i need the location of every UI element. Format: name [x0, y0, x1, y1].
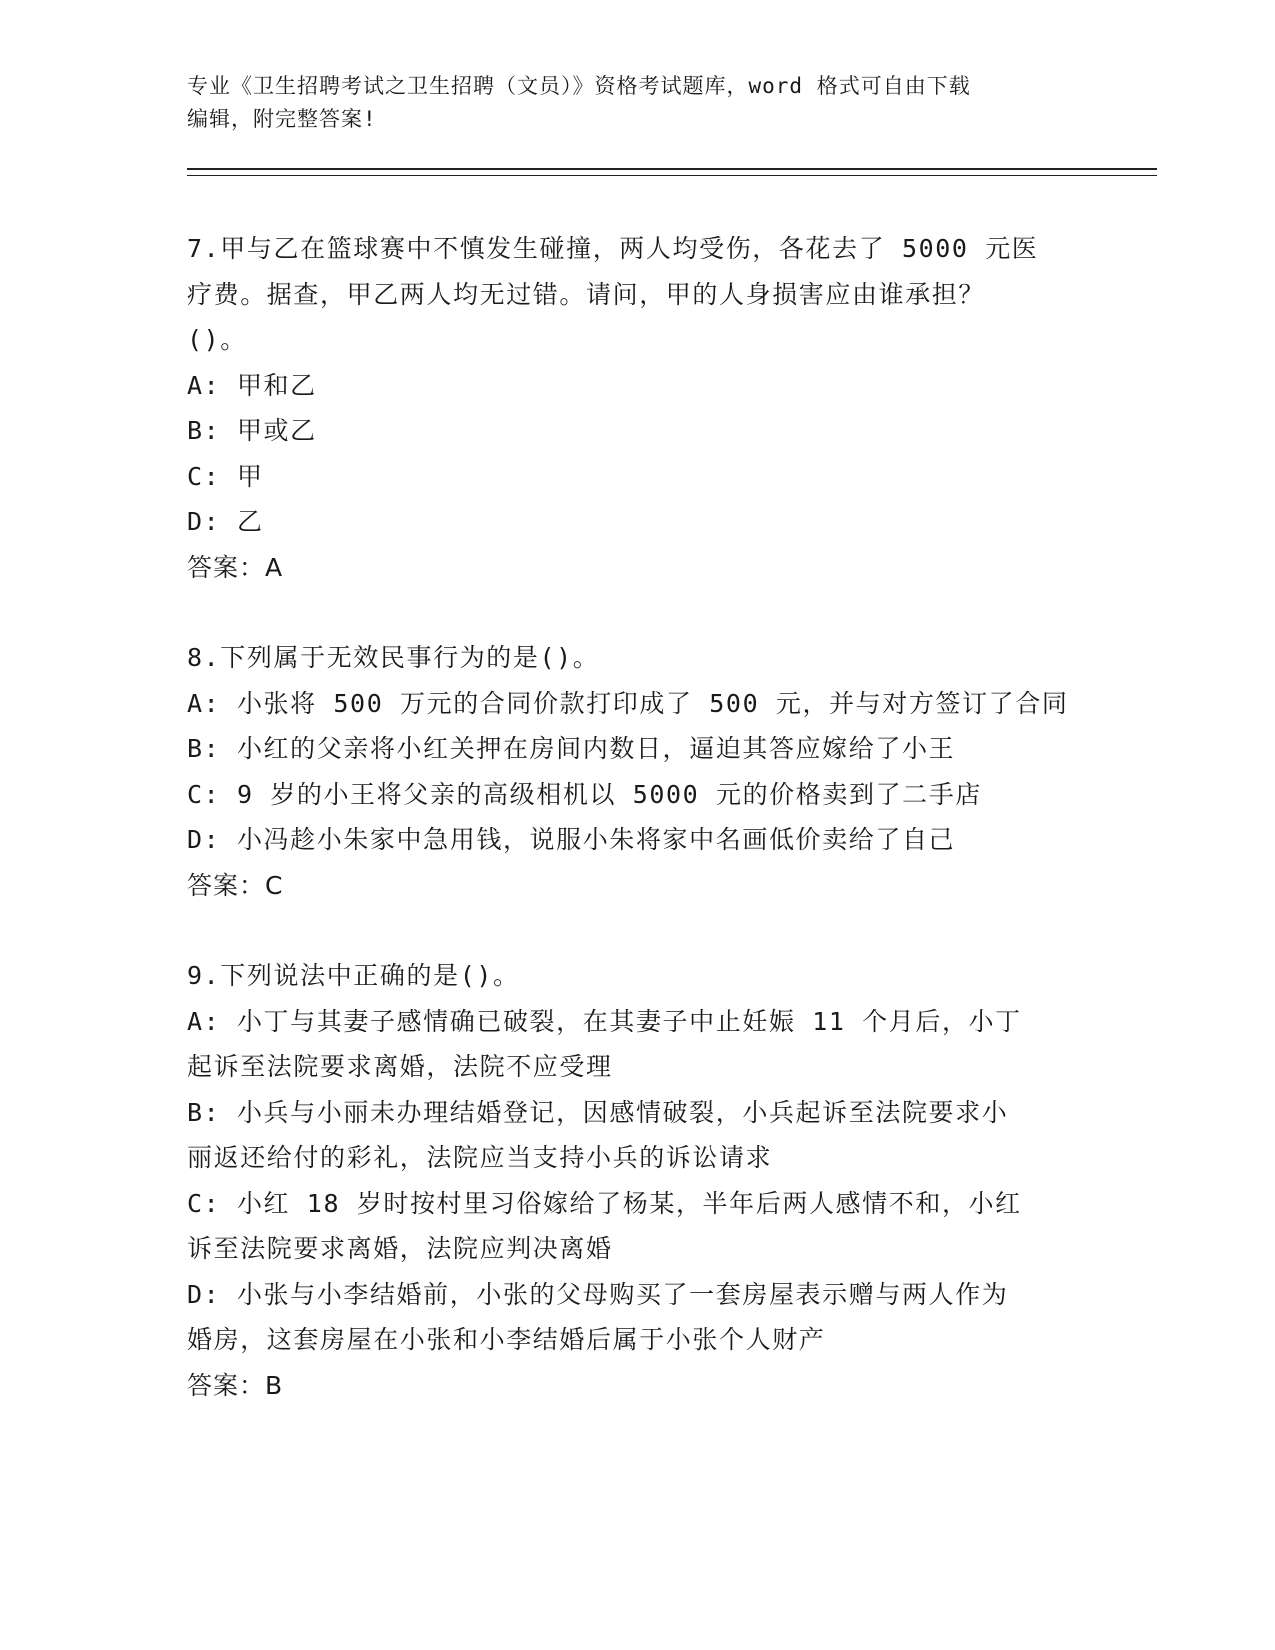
option-c: C: 小红 18 岁时按村里习俗嫁给了杨某，半年后两人感情不和，小红: [187, 1188, 1022, 1218]
answer-line: 答案：C: [187, 870, 284, 900]
option-c-continuation: 诉至法院要求离婚，法院应判决离婚: [187, 1234, 613, 1263]
document-header: [187, 70, 1087, 136]
answer-line: 答案：B: [187, 1370, 284, 1400]
header-line: 编辑，附完整答案!: [187, 107, 377, 131]
option-d-continuation: 婚房，这套房屋在小张和小李结婚后属于小张个人财产: [187, 1325, 826, 1354]
question-list: [187, 226, 1157, 1408]
option-b: B: 小红的父亲将小红关押在房间内数日，逼迫其答应嫁给了小王: [187, 734, 956, 763]
header-divider: [187, 168, 1157, 176]
question-stem-line: ()。: [187, 325, 247, 354]
question-item: [187, 226, 1157, 590]
option-a-continuation: 起诉至法院要求离婚，法院不应受理: [187, 1052, 613, 1081]
question-stem-line: 9.下列说法中正确的是()。: [187, 961, 520, 990]
option-c: C: 9 岁的小王将父亲的高级相机以 5000 元的价格卖到了二手店: [187, 779, 982, 809]
question-stem-line: 疗费。据查，甲乙两人均无过错。请问，甲的人身损害应由谁承担？: [187, 279, 986, 309]
header-line: 专业《卫生招聘考试之卫生招聘（文员）》资格考试题库，word 格式可自由下载: [187, 74, 971, 98]
option-c: C: 甲: [187, 461, 264, 491]
answer-line: 答案：A: [187, 552, 284, 582]
document-page: [187, 70, 1157, 1453]
option-a: A: 甲和乙: [187, 370, 317, 400]
option-d: D: 乙: [187, 507, 264, 536]
option-d: D: 小冯趁小朱家中急用钱，说服小朱将家中名画低价卖给了自己: [187, 825, 956, 854]
question-stem-line: 8.下列属于无效民事行为的是()。: [187, 643, 600, 672]
option-a: A: 小张将 500 万元的合同价款打印成了 500 元，并与对方签订了合同: [187, 688, 1069, 718]
question-item: [187, 953, 1157, 1408]
option-b: B: 小兵与小丽未办理结婚登记，因感情破裂，小兵起诉至法院要求小: [187, 1097, 1009, 1127]
option-d: D: 小张与小李结婚前，小张的父母购买了一套房屋表示赠与两人作为: [187, 1279, 1009, 1309]
option-b: B: 甲或乙: [187, 416, 317, 445]
option-a: A: 小丁与其妻子感情确已破裂，在其妻子中止妊娠 11 个月后，小丁: [187, 1006, 1022, 1036]
question-stem-line: 7.甲与乙在篮球赛中不慎发生碰撞，两人均受伤，各花去了 5000 元医: [187, 234, 1039, 263]
question-item: [187, 635, 1157, 908]
option-b-continuation: 丽返还给付的彩礼，法院应当支持小兵的诉讼请求: [187, 1143, 773, 1172]
